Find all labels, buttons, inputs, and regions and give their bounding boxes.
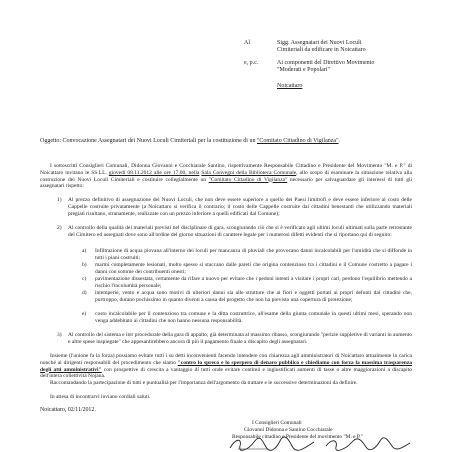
signature-line-2: Giovanni Didonna e Santino Cocchiarale (244, 427, 333, 433)
cc-label: e, p.c. (244, 60, 259, 66)
subpoint-c-number: c) (82, 276, 87, 282)
to-line-1: Sigg. Assegnatari dei Nuovi Loculi (277, 40, 362, 46)
point-3-text: Al controllo del sistema e iter procedurale della gara di appalto, già determinata al massimo ribasso, scongiurando "perizie suppletive di varianti in aumento e altre spese inspiegate" che appesantirebbero ancora di più il pagamento finale a discapito degli assegnatari. (68, 332, 412, 345)
closing-text-1: Insieme (l'unione fa la forza) possiamo evitare tutti i su detti inconvenienti facendo intendere con chiarezza agli amministratori di Noicattaro attualmente in carica nonché ai dirigenti responsabili del procedimento che siamo (40, 353, 412, 366)
subpoint-a-text: Infiltrazione di acqua piovana all'interno dei loculi per mancanza di pluviali che provocano danni incalcolabili per l'umidità che si diffonde in tutti i piani costruiti; (95, 248, 412, 261)
subject-line (40, 138, 395, 145)
point-1-text: Al prezzo definitivo di assegnazione dei Nuovi Loculi, che non deve essere superiore a quello dei Paesi limitrofi e deve essere inferiore al costo delle Cappelle costruite privatamente (a Noicattaro si verifica il contrario; il costo delle Cappelle costruite dai cittadini benestanti che utilizzando materiali pregiati risultano, stranamente, realizzate con un prezzo inferiore a quelli edificati dal Comune); (68, 197, 412, 217)
cc-line-1: Ai componenti del Direttivo Movimento (277, 60, 375, 66)
subject-end: . (338, 138, 341, 144)
closing-text-2: con prospettive di crescita a vantaggio di tutti onde evitare continui e ingiustificati aumenti di tasse o altre maggiorazioni a discapito dell'intera collettività Nojana. (40, 366, 412, 380)
intro-text-2: , allo scopo di esaminare la situazione relativa alla costruzione dei Nuovi Loculi Cimiteriali e costituire collegialmente un (40, 169, 412, 183)
subpoint-a-number: a) (82, 248, 87, 254)
subpoint-b-text: marmi completamente lesionati, molto spesso si staccano dalle pareti che origina contenzioso tra i cittadini e il Comune costretto a pagare i danni con somme dei contribuenti onesti; (95, 262, 412, 275)
point-2-number: 2) (57, 225, 62, 231)
intro-committee: "Comitato Cittadino di Vigilanza" (208, 176, 288, 183)
subpoint-b-number: b) (82, 262, 87, 268)
subject-committee: "Comitato Cittadino di Vigilanza" (256, 138, 339, 144)
intro-text-1: I sottoscritti Consiglieri Comunali, Didonna Giovanni e Cocchiarale Santino, rispettivamente Responsabile Cittadino e Presidente del Movimento "M. e P." di Noicattaro invitano le SS.LL. (40, 163, 412, 176)
subject-text: Convocazione Assegnatari dei Nuovi Loculi Cimiteriali per la costituzione di un (62, 138, 256, 144)
point-3-number: 3) (57, 332, 62, 338)
closing-paragraph (40, 353, 412, 380)
to-line-2: Cimiteriali da edificare in Noicattaro (277, 47, 366, 53)
point-1-number: 1) (57, 197, 62, 203)
subpoint-d-text: intemperie, vento e acqua sono motivi di ulteriori danni sia alle strutture che ai fiori e oggetti portati ai propri defunti dai cittadini che, purtroppo, durano pochissimo in quanto diventi a causa del progetto che non ha previsto una copertura di protezione; (95, 290, 412, 303)
subpoint-c-text: pavimentazione dissestata, certamente da rifare a nuovo per evitare che i pedoni intenti a visitare i propri cari, perdono l'equilibrio mettendo a rischio l'incolumità personale; (95, 276, 412, 289)
cc-line-2: "Moderati e Popolari" (277, 67, 330, 73)
subpoint-e-number: e) (82, 311, 87, 317)
signature-line-3: Responsabile cittadino e Presidente del movimento "M. e P." (232, 434, 363, 440)
meeting-date: giovedì 08.11.2012 alle ore 17.00, nella (108, 169, 200, 176)
subject-label: Oggetto: (40, 138, 61, 144)
meeting-venue: Sala Convegni della Biblioteca Comunale (201, 169, 297, 176)
closing-recommendation: Raccomandando la partecipazione di tutti e puntualità per l'importanza dell'argomento da trattare e le successive determinazioni da definire. (50, 380, 358, 386)
intro-text-3: necessario per salvaguardare gli interessi di tutti gli assegnatari rispetto: (40, 176, 413, 190)
to-label: Al (244, 40, 250, 46)
handwritten-signature-left (228, 436, 318, 452)
addressee-place: Noicattaro (277, 83, 303, 89)
subpoint-e-text: costo incalcolabile per il contenzioso tra comune e la ditta costruttrice, all'esame della giunta comunale in questi ultimi mesi, sperando non venga addebitato ai cittadini che non hanno nessuna responsabilità. (95, 311, 412, 324)
intro-paragraph (40, 163, 412, 190)
closing-emphasis: "contro lo spreco e lo sperpero di denaro pubblico e chiediamo con forza la massima trasparenza degli atti amministrativi" (40, 359, 413, 373)
subpoint-d-number: d) (82, 290, 87, 296)
place-date: Noicattaro, 02/11/2012. (40, 407, 96, 413)
handwritten-signature-right (322, 436, 412, 452)
signature-line-1: I Consiglieri Comunali (252, 420, 302, 426)
closing-greeting: In attesa di incontrarvi inviano cordiali saluti. (50, 394, 151, 400)
point-2-text: Al controllo della qualità dei materiali previsti nel disciplinare di gara, scongiurando ciò che si è verificato agli ultimi loculi ultimati sulla parte retrostante del Cimitero ed assegnati dove sono all'ordine del giorno situazioni di carattere legale per i numerosi difetti evidenti che si riportano qui di seguito: (68, 225, 412, 238)
